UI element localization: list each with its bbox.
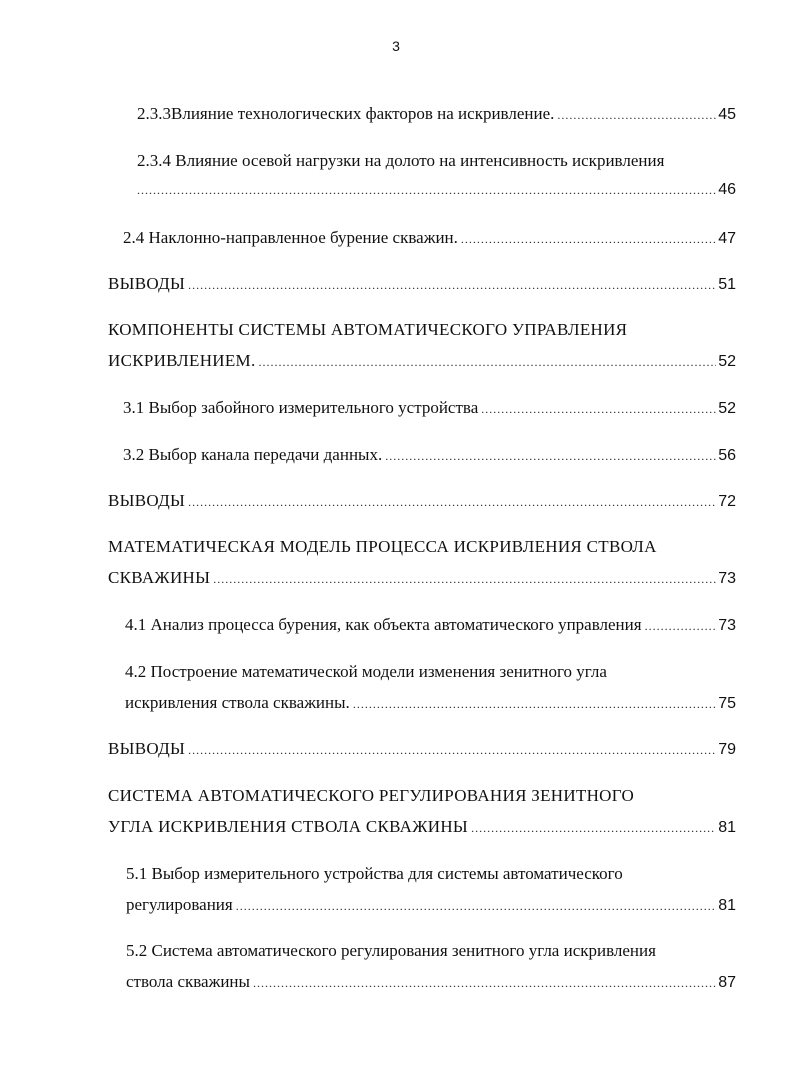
toc-entry-page: 73 — [718, 570, 736, 587]
toc-entry-page: 52 — [718, 400, 736, 417]
toc-entry-page: 87 — [718, 974, 736, 991]
toc-entry-4-1[interactable] — [125, 615, 736, 641]
dot-leader — [236, 899, 716, 914]
toc-entry-page: 81 — [718, 819, 736, 836]
toc-entry-title: ВЫВОДЫ — [108, 491, 186, 510]
dot-leader — [471, 821, 716, 836]
toc-entry-2-4[interactable] — [123, 228, 736, 254]
toc-entry-title: УГЛА ИСКРИВЛЕНИЯ СТВОЛА СКВАЖИНЫ — [108, 817, 469, 836]
toc-entry-5-1-title[interactable]: 5.1 Выбор измерительного устройства для системы автоматического — [126, 864, 623, 883]
toc-entry-conclusions-2[interactable] — [108, 274, 736, 300]
toc-entry-page: 47 — [718, 230, 736, 247]
dot-leader — [557, 108, 716, 123]
toc-entry-2-3-3[interactable] — [137, 104, 736, 130]
toc-entry-5-2[interactable] — [126, 972, 736, 998]
toc-entry-page: 73 — [718, 617, 736, 634]
toc-entry-page: 51 — [718, 276, 736, 293]
toc-entry-title: регулирования — [126, 895, 233, 914]
dot-leader — [259, 355, 717, 370]
toc-entry-title: ВЫВОДЫ — [108, 274, 186, 293]
toc-entry-3-1[interactable] — [123, 398, 736, 424]
toc-entry-title: ствола скважины — [126, 972, 250, 991]
toc-chapter-3-title[interactable]: КОМПОНЕНТЫ СИСТЕМЫ АВТОМАТИЧЕСКОГО УПРАВЛЕНИЯ — [108, 320, 628, 339]
toc-entry-page: 46 — [718, 181, 736, 198]
toc-entry-conclusions-3[interactable] — [108, 491, 736, 517]
toc-entry-title: 3.1 Выбор забойного измерительного устройства — [123, 398, 479, 417]
toc-chapter-4-title[interactable]: МАТЕМАТИЧЕСКАЯ МОДЕЛЬ ПРОЦЕССА ИСКРИВЛЕНИЯ СТВОЛА — [108, 537, 657, 556]
dot-leader — [213, 572, 716, 587]
toc-entry-conclusions-4[interactable] — [108, 739, 736, 765]
toc-entry-title: 2.3.3Влияние технологических факторов на искривление. — [137, 104, 555, 123]
dot-leader — [137, 183, 716, 198]
dot-leader — [353, 697, 716, 712]
toc-entry-3-2[interactable] — [123, 445, 736, 471]
toc-entry-page: 72 — [718, 493, 736, 510]
toc-entry-title: ИСКРИВЛЕНИЕМ. — [108, 351, 256, 370]
dot-leader — [188, 495, 716, 510]
toc-entry-page: 45 — [718, 106, 736, 123]
dot-leader — [253, 976, 716, 991]
dot-leader — [385, 449, 716, 464]
toc-entry-4-2[interactable] — [125, 693, 736, 719]
toc-chapter-5-title[interactable]: СИСТЕМА АВТОМАТИЧЕСКОГО РЕГУЛИРОВАНИЯ ЗЕНИТНОГО — [108, 786, 635, 805]
toc-chapter-4[interactable] — [108, 568, 736, 594]
dot-leader — [188, 278, 716, 293]
page-number: 3 — [392, 38, 400, 54]
toc-entry-5-2-title[interactable]: 5.2 Система автоматического регулирования зенитного угла искривления — [126, 941, 656, 960]
toc-entry-title: СКВАЖИНЫ — [108, 568, 211, 587]
toc-entry-title: ВЫВОДЫ — [108, 739, 186, 758]
toc-entry-5-1[interactable] — [126, 895, 736, 921]
toc-entry-2-3-4-title[interactable]: 2.3.4 Влияние осевой нагрузки на долото на интенсивность искривления — [137, 151, 665, 170]
dot-leader — [461, 232, 716, 247]
toc-entry-page: 56 — [718, 447, 736, 464]
toc-entry-title: 2.4 Наклонно-направленное бурение скважин. — [123, 228, 458, 247]
toc-entry-4-2-title[interactable]: 4.2 Построение математической модели изменения зенитного угла — [125, 662, 607, 681]
toc-entry-page: 81 — [718, 897, 736, 914]
toc-entry-title: 3.2 Выбор канала передачи данных. — [123, 445, 383, 464]
toc-entry-page: 52 — [718, 353, 736, 370]
dot-leader — [188, 743, 716, 758]
dot-leader — [645, 619, 717, 634]
toc-entry-page: 75 — [718, 695, 736, 712]
toc-entry-title: искривления ствола скважины. — [125, 693, 350, 712]
toc-chapter-3[interactable] — [108, 351, 736, 377]
dot-leader — [481, 402, 716, 417]
toc-entry-page: 79 — [718, 741, 736, 758]
toc-entry-title: 4.1 Анализ процесса бурения, как объекта автоматического управления — [125, 615, 642, 634]
toc-chapter-5[interactable] — [108, 817, 736, 843]
toc-entry-2-3-4[interactable] — [137, 181, 736, 207]
